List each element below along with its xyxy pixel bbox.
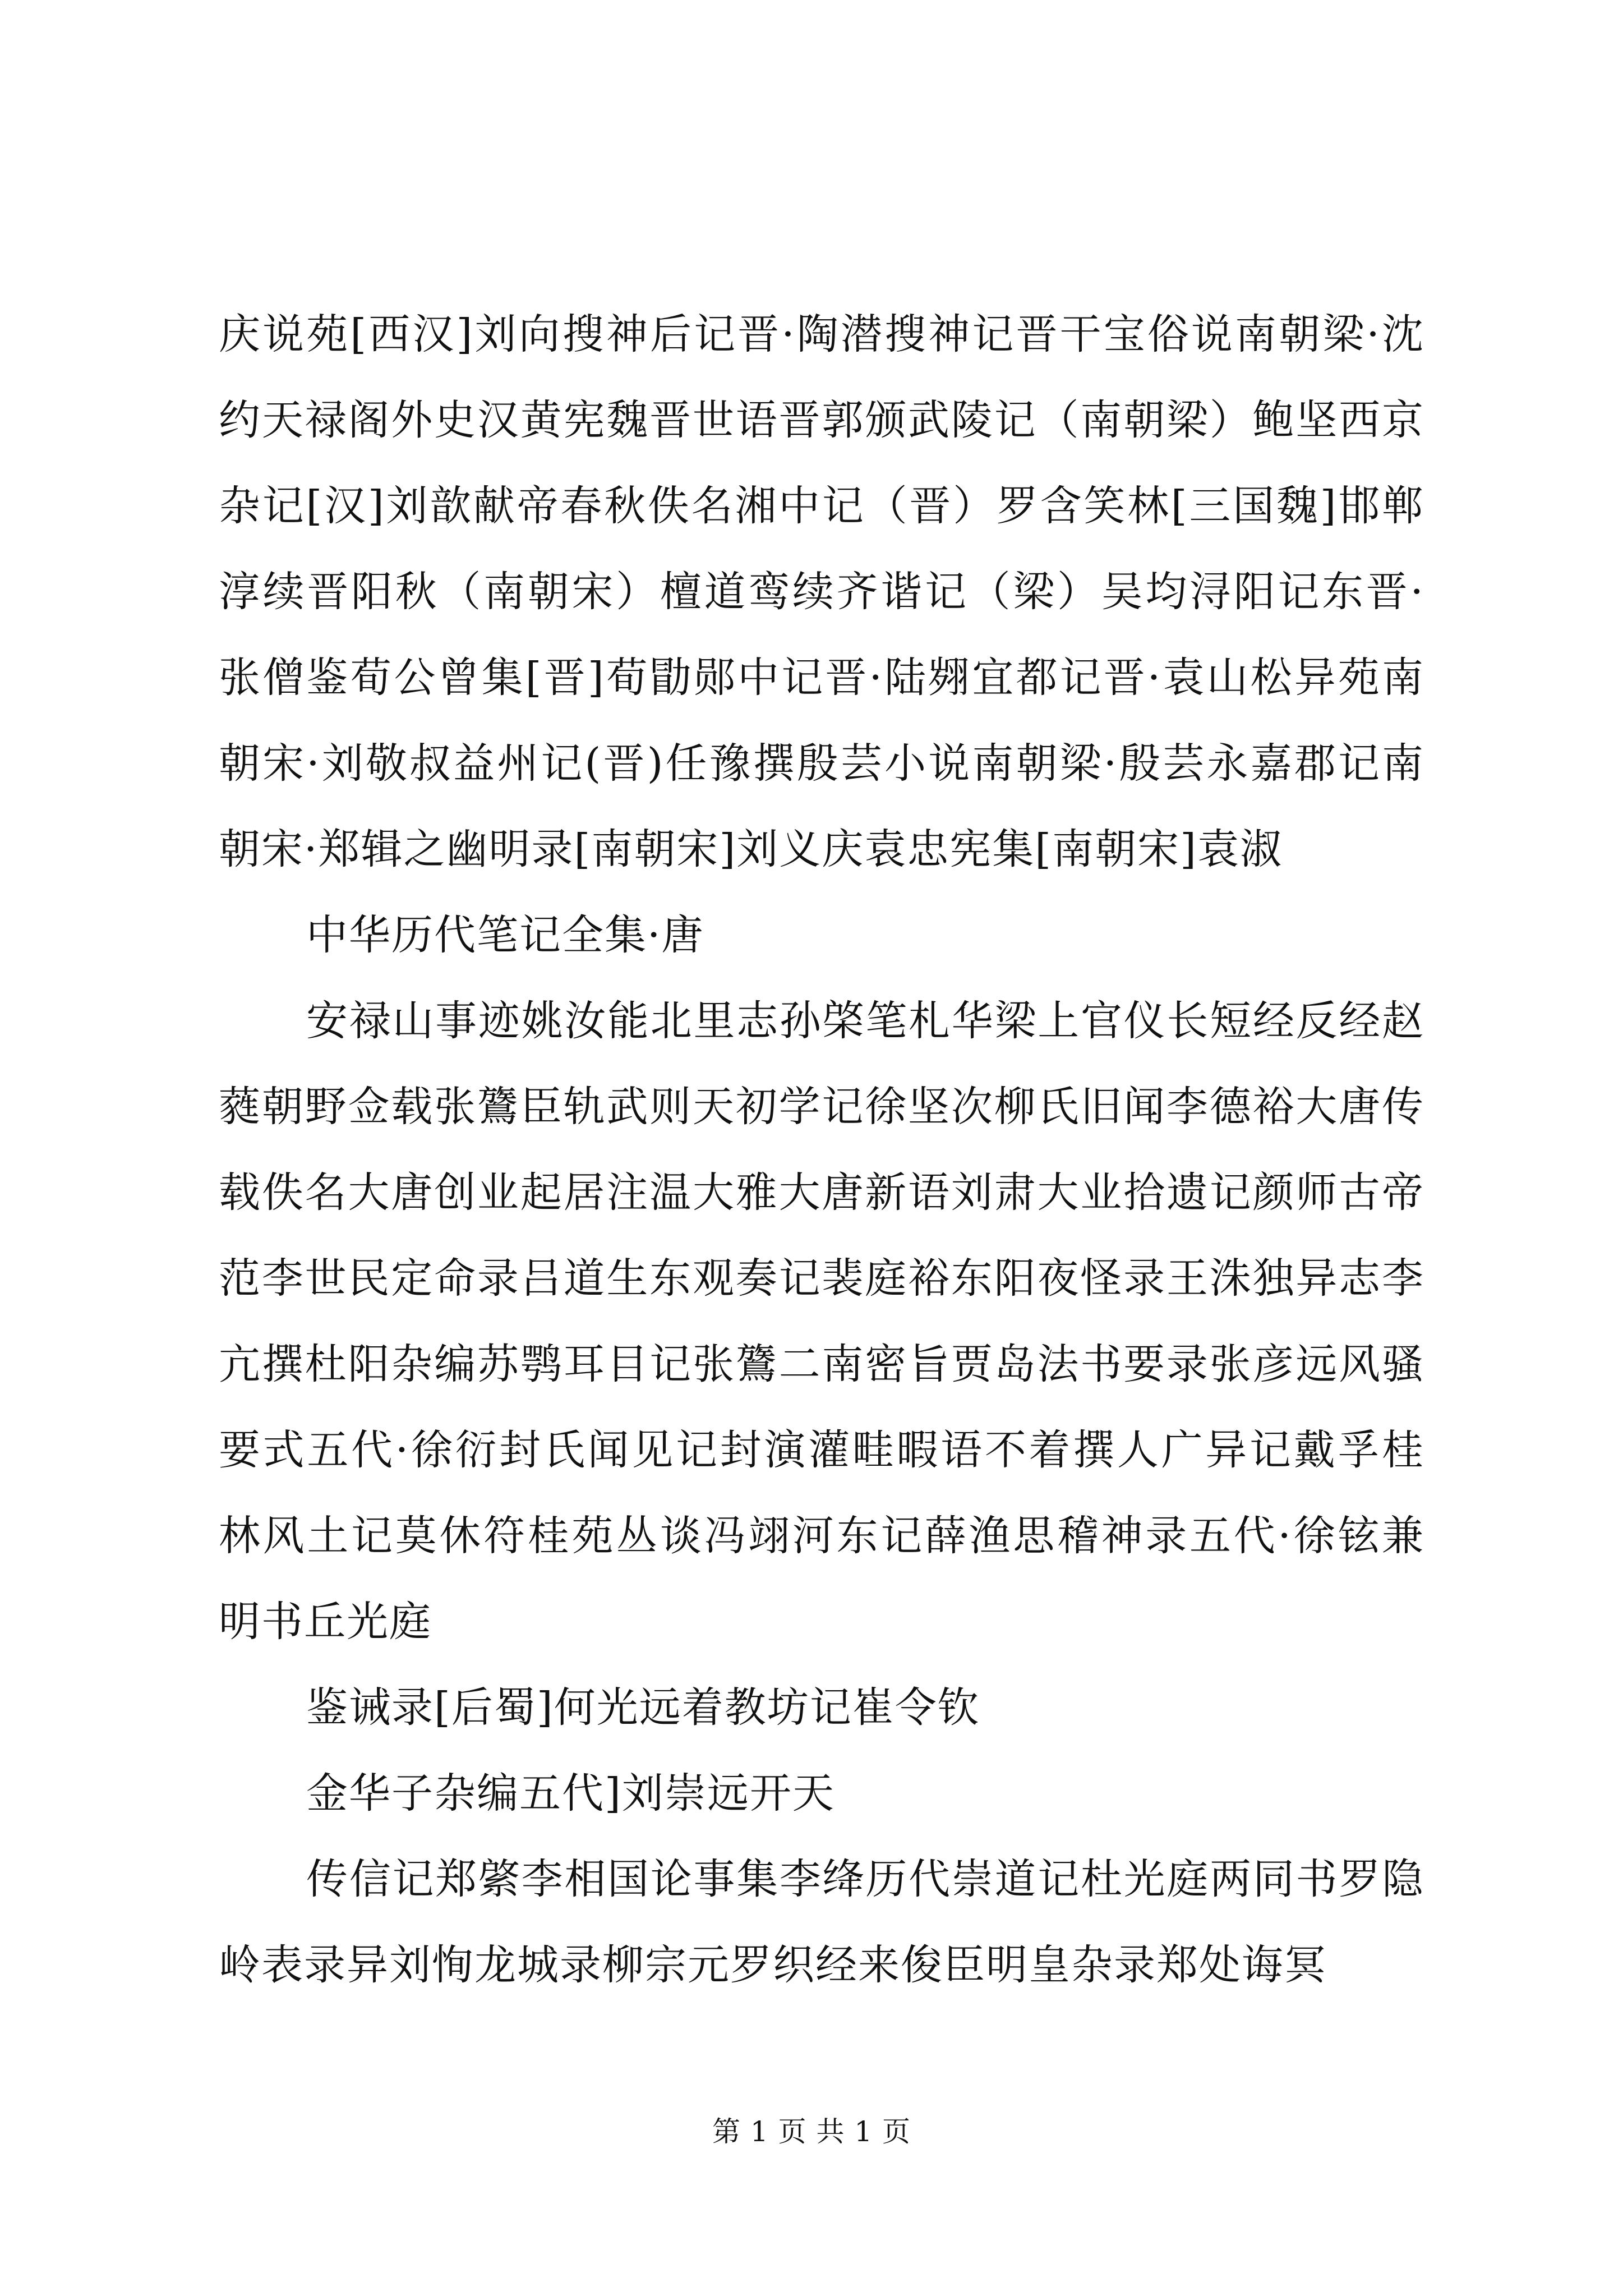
- paragraph-jinhuazi: 金华子杂编五代]刘崇远开天: [306, 1769, 835, 1818]
- paragraph-book-list-han-jin: 庆说苑[西汉]刘向搜神后记晋·陶潜搜神记晋干宝俗说南朝梁·沈约天禄阁外史汉黄宪魏晋世语晋郭颁武陵记（南朝梁）鲍坚西京杂记[汉]刘歆献帝春秋佚名湘中记（晋）罗含笑林[三国魏]邯郸淳续晋阳秋（南朝宋）檀道鸾续齐谐记（梁）吴均浔阳记东晋·张僧鉴荀公曾集[晋]荀勖郧中记晋·陆翙宜都记晋·袁山松异苑南朝宋·刘敬叔益州记(晋)任豫撰殷芸小说南朝梁·殷芸永嘉郡记南朝宋·郑辑之幽明录[南朝宋]刘义庆袁忠宪集[南朝宋]袁淑: [219, 310, 1424, 873]
- paragraph-jianjielu: 鉴诫录[后蜀]何光远着教坊记崔令钦: [306, 1683, 980, 1732]
- page-number-footer: 第 1 页 共 1 页: [712, 2115, 911, 2148]
- paragraph-book-list-tang: 安禄山事迹姚汝能北里志孙棨笔札华梁上官仪长短经反经赵蕤朝野佥载张鷟臣轨武则天初学记徐坚次柳氏旧闻李德裕大唐传载佚名大唐创业起居注温大雅大唐新语刘肃大业拾遗记颜师古帝范李世民定命录吕道生东观奏记裴庭裕东阳夜怪录王洙独异志李亢撰杜阳杂编苏鹗耳目记张鷟二南密旨贾岛法书要录张彦远风骚要式五代·徐衍封氏闻见记封演灌畦暇语不着撰人广异记戴孚桂林风土记莫休符桂苑丛谈冯翊河东记薛渔思稽神录五代·徐铉兼明书丘光庭: [219, 997, 1424, 1646]
- paragraph-heading-tang: 中华历代笔记全集·唐: [306, 911, 704, 959]
- document-body: [219, 292, 1424, 2008]
- paragraph-chuanxinji: 传信记郑綮李相国论事集李绛历代崇道记杜光庭两同书罗隐岭表录异刘恂龙城录柳宗元罗织经来俊臣明皇杂录郑处诲冥: [219, 1855, 1424, 1989]
